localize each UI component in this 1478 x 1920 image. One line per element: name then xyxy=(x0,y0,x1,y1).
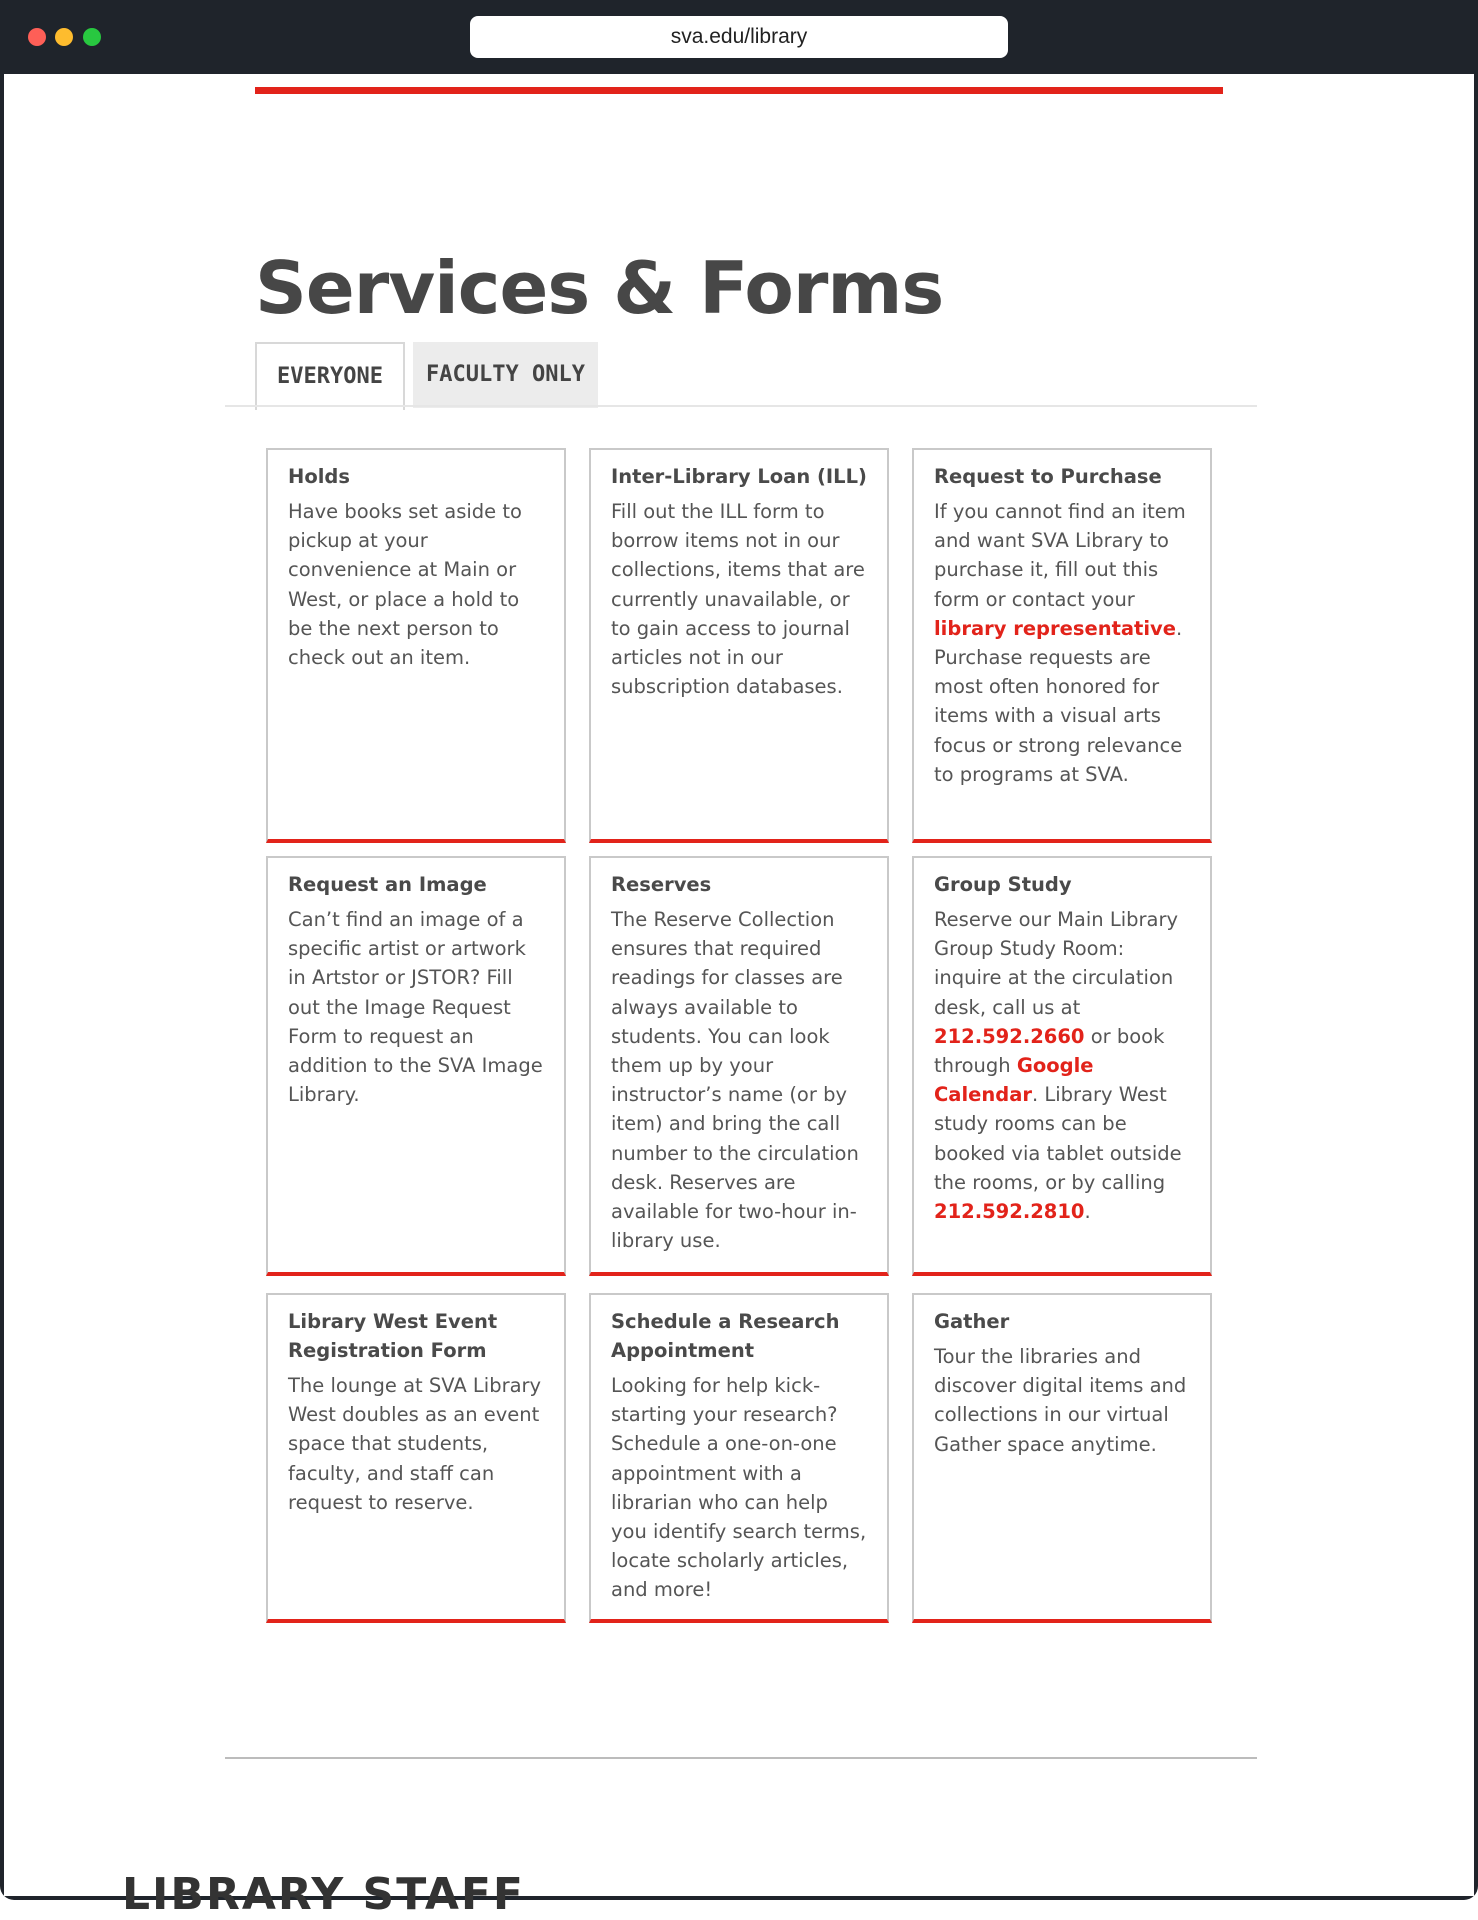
library-staff-heading: LIBRARY STAFF xyxy=(122,1869,525,1920)
tab-faculty-only[interactable]: FACULTY ONLY xyxy=(413,342,598,408)
library-west-phone-link[interactable]: 212.592.2810 xyxy=(934,1200,1085,1224)
service-card-holds[interactable] xyxy=(266,448,566,843)
card-text-part: . Purchase requests are most often honored for items with a visual arts focus or strong relevance to programs at SVA. xyxy=(934,616,1183,786)
footer-divider xyxy=(225,1757,1257,1759)
page-title: Services & Forms xyxy=(255,246,944,330)
card-title: Inter-Library Loan (ILL) xyxy=(611,465,867,488)
browser-titlebar xyxy=(0,0,1478,74)
card-title: Request an Image xyxy=(288,873,487,896)
service-card-gather[interactable] xyxy=(912,1293,1212,1623)
service-card-event-registration[interactable] xyxy=(266,1293,566,1623)
card-text-part: If you cannot find an item and want SVA Library to purchase it, fill out this form or contact your xyxy=(934,500,1186,611)
tab-divider xyxy=(225,405,1257,407)
address-bar[interactable]: sva.edu/library xyxy=(470,16,1008,58)
card-description: Have books set aside to pickup at your convenience at Main or West, or place a hold to be the next person to check out an item. xyxy=(288,500,522,670)
service-card-request-to-purchase[interactable] xyxy=(912,448,1212,843)
card-text-part: Reserve our Main Library Group Study Room: inquire at the circulation desk, call us at xyxy=(934,908,1179,1019)
card-description: Tour the libraries and discover digital items and collections in our virtual Gather space anytime. xyxy=(934,1345,1187,1456)
card-description: Can’t find an image of a specific artist or artwork in Artstor or JSTOR? Fill out the Image Request Form to request an addition to the SVA Image Library. xyxy=(288,908,543,1107)
service-card-research-appointment[interactable] xyxy=(589,1293,889,1623)
card-title: Request to Purchase xyxy=(934,465,1162,488)
service-card-group-study[interactable] xyxy=(912,856,1212,1276)
card-description xyxy=(934,497,1192,789)
card-description: The Reserve Collection ensures that required readings for classes are always available to students. You can look them up by your instructor’s name (or by item) and bring the call number to the circulation desk. Reserves are available for two-hour in-library use. xyxy=(611,908,859,1253)
tab-everyone[interactable]: EVERYONE xyxy=(255,342,405,410)
card-description: Looking for help kick-starting your research? Schedule a one-on-one appointment with a librarian who can help you identify search terms, locate scholarly articles, and more! xyxy=(611,1374,867,1602)
card-title: Group Study xyxy=(934,873,1072,896)
service-card-ill[interactable] xyxy=(589,448,889,843)
card-text-part: or book through xyxy=(934,1024,1165,1078)
minimize-window-button[interactable] xyxy=(55,28,73,46)
card-title: Library West Event Registration Form xyxy=(288,1310,498,1362)
card-text-part: . xyxy=(1084,1200,1091,1224)
card-text-part: . Library West study rooms can be booked via tablet outside the rooms, or by calling xyxy=(934,1083,1182,1194)
maximize-window-button[interactable] xyxy=(83,28,101,46)
library-representative-link[interactable]: library representative xyxy=(934,616,1176,640)
card-description: Fill out the ILL form to borrow items not in our collections, items that are currently unavailable, or to gain access to journal articles not in our subscription databases. xyxy=(611,500,865,699)
google-calendar-link[interactable]: Google Calendar xyxy=(934,1054,1094,1107)
service-card-request-an-image[interactable] xyxy=(266,856,566,1276)
card-description: The lounge at SVA Library West doubles as an event space that students, faculty, and staff can request to reserve. xyxy=(288,1374,542,1514)
main-library-phone-link[interactable]: 212.592.2660 xyxy=(934,1024,1085,1048)
card-description xyxy=(934,905,1192,1226)
top-accent-rule xyxy=(255,87,1223,94)
service-card-reserves[interactable] xyxy=(589,856,889,1276)
card-title: Gather xyxy=(934,1310,1010,1333)
card-title: Holds xyxy=(288,465,350,488)
card-title: Schedule a Research Appointment xyxy=(611,1310,840,1362)
close-window-button[interactable] xyxy=(28,28,46,46)
page-viewport xyxy=(4,74,1474,1920)
card-title: Reserves xyxy=(611,873,712,896)
